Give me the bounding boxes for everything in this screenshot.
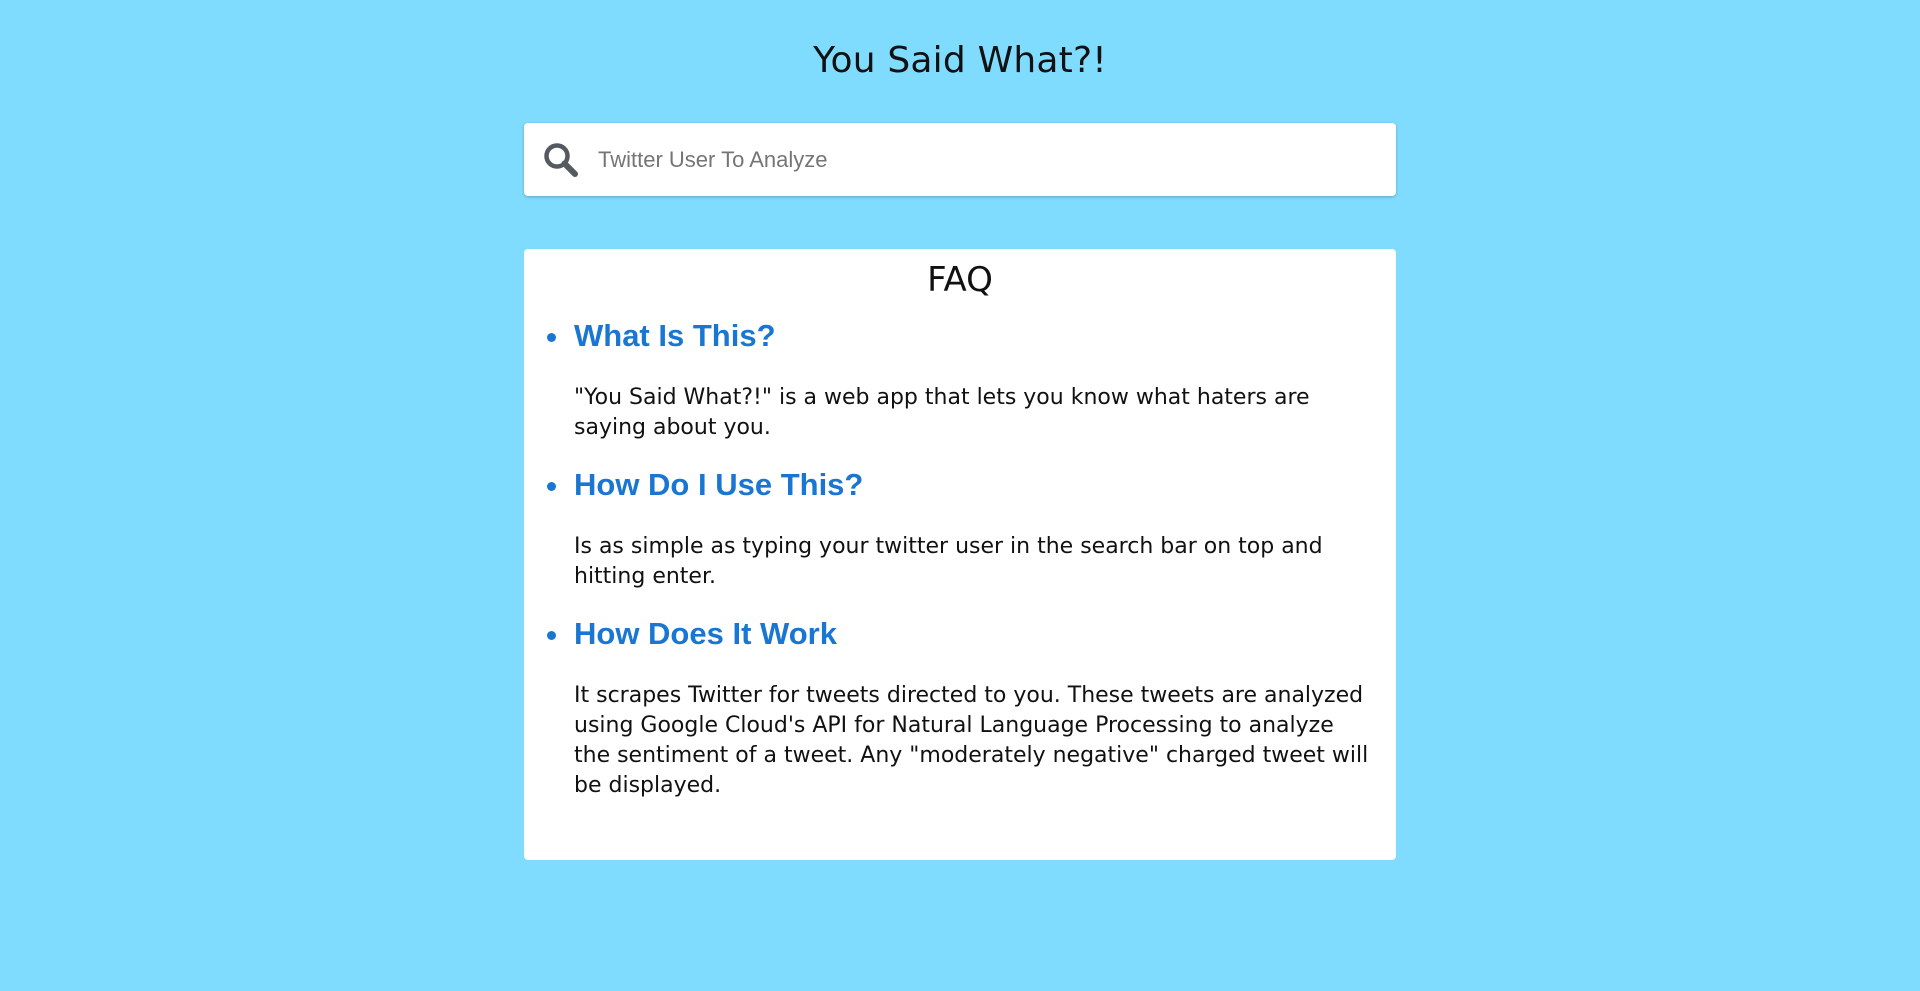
app-title: You Said What?! [813,40,1107,81]
faq-item-how-does-it-work [574,612,1374,801]
faq-card [524,249,1396,860]
faq-item-how-do-i-use-this [574,463,1374,592]
search-bar[interactable] [524,123,1396,196]
bullet-icon [547,482,556,491]
bullet-icon [547,631,556,640]
search-icon[interactable] [542,141,580,179]
faq-list [574,314,1374,801]
faq-answer: It scrapes Twitter for tweets directed to you. These tweets are analyzed using Google Cloud's API for Natural Language Processing to analyze the sentiment of a tweet. Any "moderately negative" charged tweet will be displayed. [574,683,1369,798]
faq-answer: Is as simple as typing your twitter user in the search bar on top and hitting enter. [574,534,1323,589]
faq-question: What Is This? [574,318,776,353]
faq-item-what-is-this [574,314,1374,443]
faq-question: How Does It Work [574,616,837,651]
faq-answer: "You Said What?!" is a web app that lets you know what haters are saying about you. [574,385,1310,440]
search-input[interactable] [598,123,1378,196]
bullet-icon [547,333,556,342]
faq-title: FAQ [927,260,993,300]
faq-question: How Do I Use This? [574,467,864,502]
